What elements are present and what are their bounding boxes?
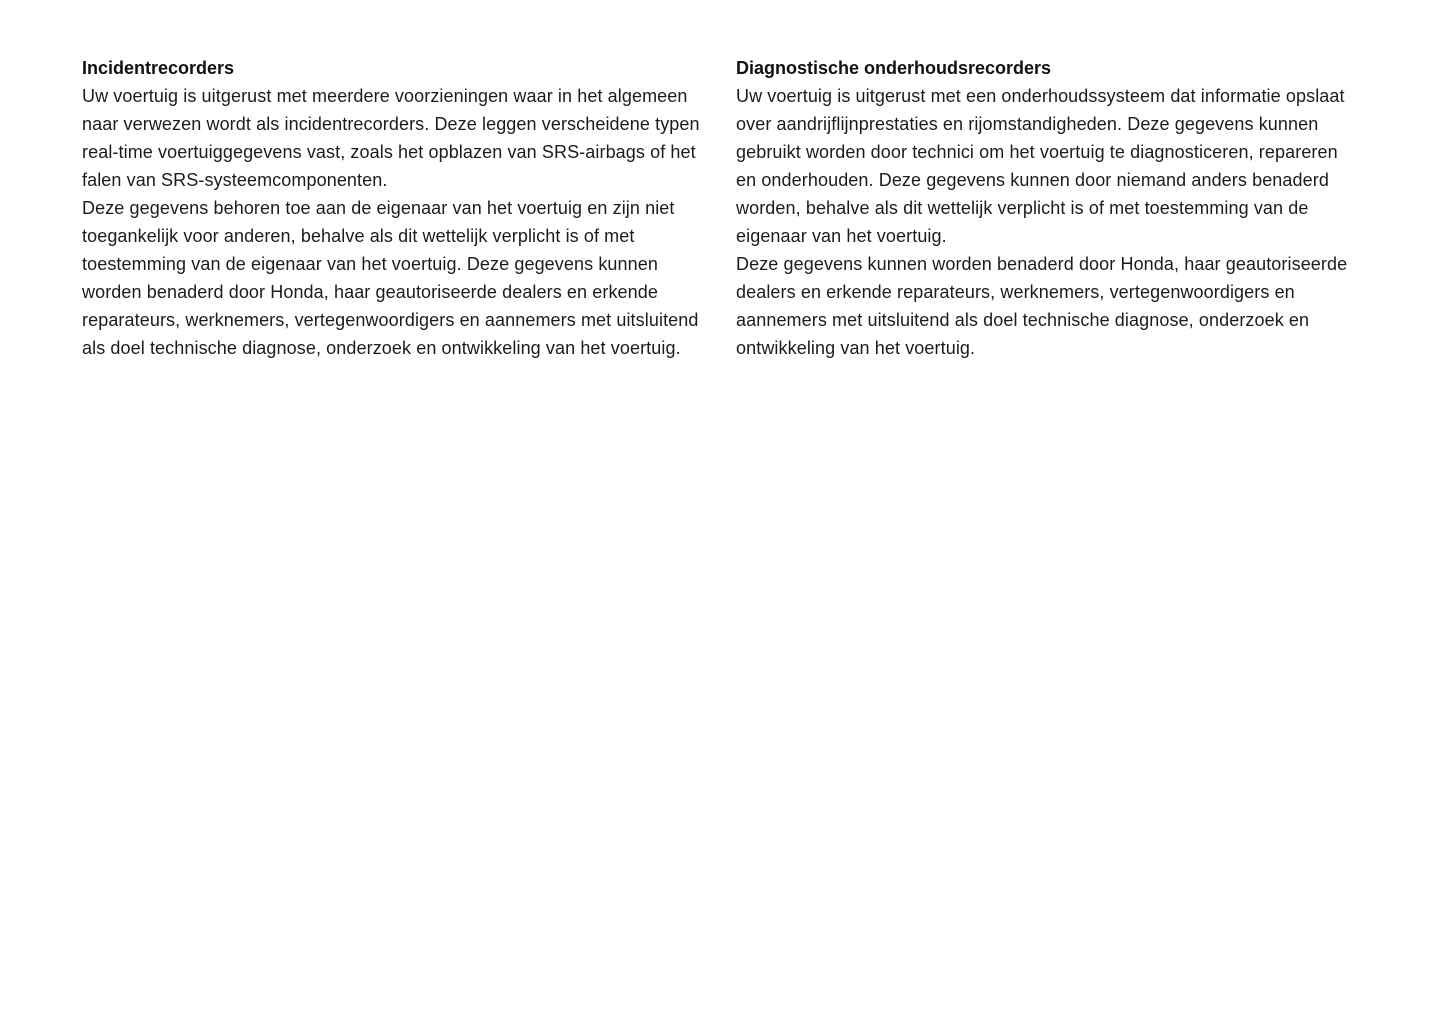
column-incident-recorders xyxy=(82,54,702,362)
section-heading-diagnostic-recorders: Diagnostische onderhoudsrecorders xyxy=(736,58,1052,78)
two-column-layout xyxy=(82,54,1445,362)
paragraph: Uw voertuig is uitgerust met een onderhoudssysteem dat informatie opslaat over aandrijflijnprestaties en rijomstandigheden. Deze gegevens kunnen gebruikt worden door technici om het voertuig te diagnosticeren, repareren en onderhouden. Deze gegevens kunnen door niemand anders benaderd worden, behalve als dit wettelijk verplicht is of met toestemming van de eigenaar van het voertuig. xyxy=(736,86,1345,246)
paragraph: Deze gegevens behoren toe aan de eigenaar van het voertuig en zijn niet toegankelijk voor anderen, behalve als dit wettelijk verplicht is of met toestemming van de eigenaar van het voertuig. Deze gegevens kunnen worden benaderd door Honda, haar geautoriseerde dealers en erkende reparateurs, werknemers, vertegenwoordigers en aannemers met uitsluitend als doel technische diagnose, onderzoek en ontwikkeling van het voertuig. xyxy=(82,198,699,358)
paragraph: Uw voertuig is uitgerust met meerdere voorzieningen waar in het algemeen naar verwezen wordt als incidentrecorders. Deze leggen verscheidene typen real-time voertuiggegevens vast, zoals het opblazen van SRS-airbags of het falen van SRS-systeemcomponenten. xyxy=(82,86,700,190)
section-heading-incident-recorders: Incidentrecorders xyxy=(82,58,235,78)
column-diagnostic-recorders xyxy=(736,54,1356,362)
paragraph: Deze gegevens kunnen worden benaderd door Honda, haar geautoriseerde dealers en erkende reparateurs, werknemers, vertegenwoordigers en aannemers met uitsluitend als doel technische diagnose, onderzoek en ontwikkeling van het voertuig. xyxy=(736,254,1348,358)
